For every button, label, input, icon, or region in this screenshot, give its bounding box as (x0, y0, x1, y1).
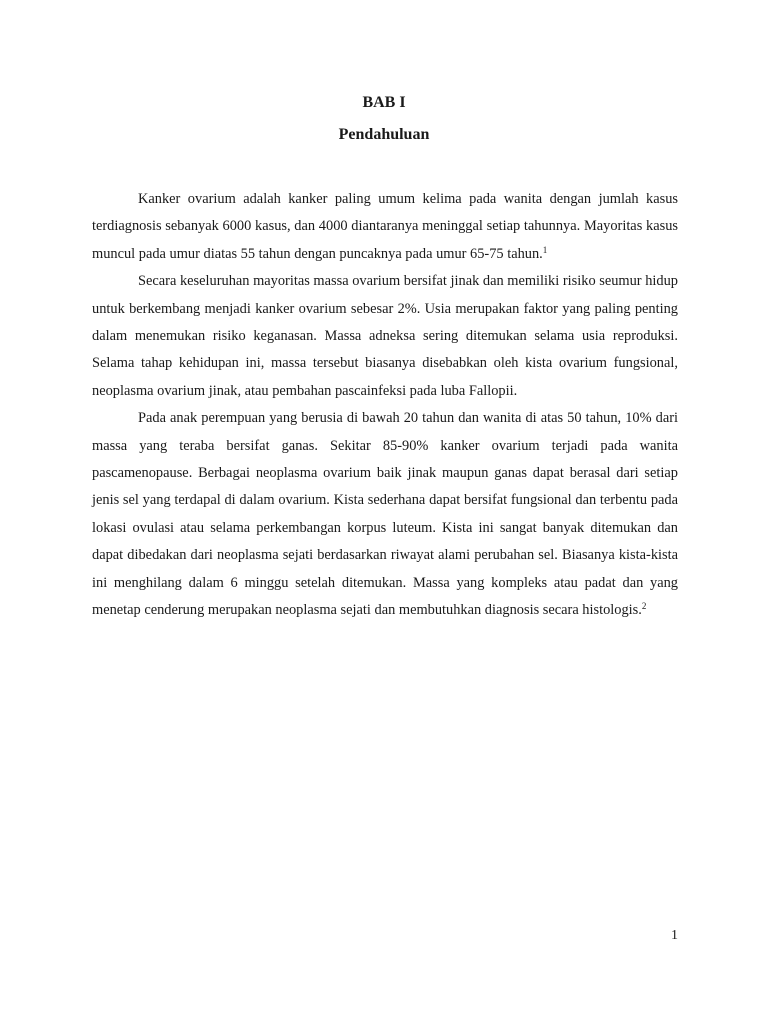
page-number: 1 (671, 928, 678, 943)
paragraph-3 (92, 405, 678, 624)
paragraph-3-text: Pada anak perempuan yang berusia di bawah 20 tahun dan wanita di atas 50 tahun, 10% dari massa yang teraba bersifat ganas. Sekitar 85-90% kanker ovarium terjadi pada wanita pascamenopause. Berbagai neoplasma ovarium baik jinak maupun ganas dapat berasal dari setiap jenis sel yang terdapal di dalam ovarium. Kista sederhana dapat bersifat fungsional dan terbentu pada lokasi ovulasi atau selama perkembangan korpus luteum. Kista ini sangat banyak ditemukan dan dapat dibedakan dari neoplasma sejati berdasarkan riwayat alami perubahan sel. Biasanya kista-kista ini menghilang dalam 6 minggu setelah ditemukan. Massa yang kompleks atau padat dan yang menetap cenderung merupakan neoplasma sejati dan membutuhkan diagnosis secara histologis. (92, 410, 678, 619)
chapter-body (92, 186, 678, 625)
paragraph-1-text: Kanker ovarium adalah kanker paling umum kelima pada wanita dengan jumlah kasus terdiagnosis sebanyak 6000 kasus, dan 4000 diantaranya meninggal setiap tahunnya. Mayoritas kasus muncul pada umur diatas 55 tahun dengan puncaknya pada umur 65-75 tahun. (92, 191, 678, 262)
footnote-ref-2: 2 (641, 601, 647, 612)
paragraph-1 (92, 186, 678, 268)
footnote-ref-1: 1 (542, 244, 548, 255)
paragraph-2-text: Secara keseluruhan mayoritas massa ovarium bersifat jinak dan memiliki risiko seumur hidup untuk berkembang menjadi kanker ovarium sebesar 2%. Usia merupakan faktor yang paling penting dalam menemukan risiko keganasan. Massa adneksa sering ditemukan selama usia reproduksi. Selama tahap kehidupan ini, massa tersebut biasanya disebabkan oleh kista ovarium fungsional, neoplasma ovarium jinak, atau pembahan pascainfeksi pada luba Fallopii. (92, 273, 678, 399)
chapter-number: BAB I (362, 94, 406, 111)
chapter-title: Pendahuluan (338, 126, 430, 143)
paragraph-2 (92, 268, 678, 405)
